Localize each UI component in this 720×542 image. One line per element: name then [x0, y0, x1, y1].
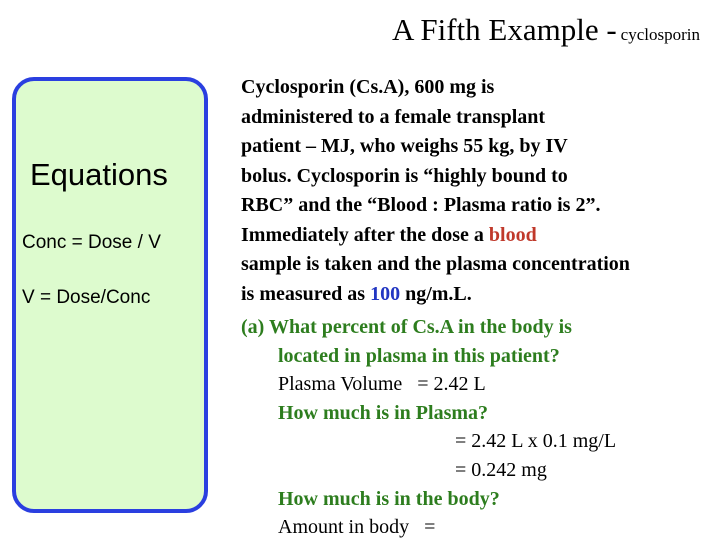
slide-title [0, 12, 700, 48]
para-line-6-text: Immediately after the dose a [241, 223, 489, 246]
highlight-concentration-value: 100 [370, 282, 401, 305]
question-block [241, 313, 616, 542]
para-line-1: Cyclosporin (Cs.A), 600 mg is [241, 76, 495, 98]
title-sub: cyclosporin [620, 25, 700, 44]
para-line-5: RBC” and the “Blood : Plasma ratio is 2”. [241, 194, 601, 216]
how-much-plasma: How much is in Plasma? [278, 401, 489, 424]
plasma-calc-line-2: = 0.242 mg [455, 458, 547, 481]
plasma-volume-line: Plasma Volume = 2.42 L [278, 373, 486, 396]
para-line-3: patient – MJ, who weighs 55 kg, by IV [241, 135, 568, 157]
para-line-2: administered to a female transplant [241, 105, 546, 128]
problem-paragraph [241, 73, 716, 309]
para-line-8-post: ng/m.L. [400, 282, 472, 305]
question-a-line-1: (a) What percent of Cs.A in the body is [241, 316, 572, 338]
equations-heading: Equations [30, 157, 168, 192]
equation-conc: Conc = Dose / V [22, 232, 161, 253]
para-line-7: sample is taken and the plasma concentration [241, 253, 630, 275]
how-much-body: How much is in the body? [278, 487, 500, 510]
para-line-8 [241, 280, 716, 310]
equation-volume: V = Dose/Conc [22, 287, 151, 308]
para-line-6 [241, 221, 716, 251]
amount-body-line: Amount in body = [278, 516, 436, 539]
plasma-calc-line-1: = 2.42 L x 0.1 mg/L [455, 430, 617, 453]
para-line-8-pre: is measured as [241, 282, 371, 305]
question-a-line-2: located in plasma in this patient? [278, 344, 560, 367]
para-line-4: bolus. Cyclosporin is “highly bound to [241, 164, 568, 187]
highlight-blood: blood [488, 223, 537, 246]
title-main: A Fifth Example - [391, 12, 617, 47]
